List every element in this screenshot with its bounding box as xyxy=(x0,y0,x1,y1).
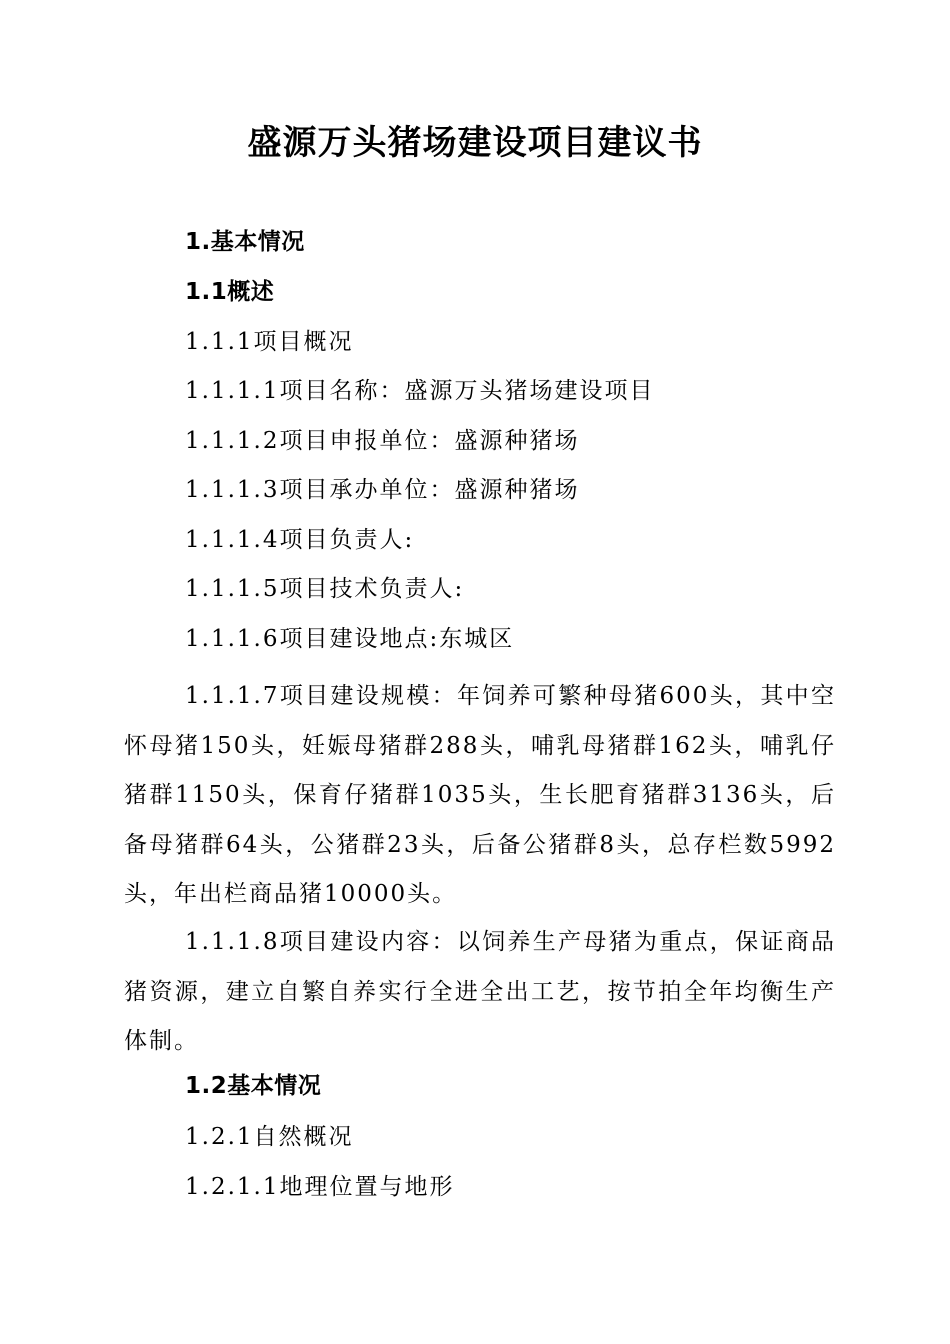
item-project-name: 1.1.1.1项目名称：盛源万头猪场建设项目 xyxy=(185,378,655,404)
heading-overview: 1.1概述 xyxy=(185,279,275,305)
heading-basic-situation: 1.2基本情况 xyxy=(185,1073,322,1099)
item-applicant: 1.1.1.2项目申报单位：盛源种猪场 xyxy=(185,428,580,454)
document-title: 盛源万头猪场建设项目建议书 xyxy=(247,123,703,163)
item-location: 1.1.1.6项目建设地点:东城区 xyxy=(185,626,515,652)
item-project-leader: 1.1.1.4项目负责人: xyxy=(185,527,415,553)
item-undertaker: 1.1.1.3项目承办单位：盛源种猪场 xyxy=(185,477,580,503)
heading-natural-overview: 1.2.1自然概况 xyxy=(185,1124,354,1150)
item-technical-leader: 1.1.1.5项目技术负责人: xyxy=(185,576,465,602)
paragraph-construction-scale: 1.1.1.7项目建设规模：年饲养可繁种母猪600头，其中空怀母猪150头，妊娠母猪群288头，哺乳母猪群162头，哺乳仔猪群1150头，保育仔猪群1035头，生长肥育猪群3136头，后备母猪群64头，公猪群23头，后备公猪群8头，总存栏数5992头，年出栏商品猪10000头。 xyxy=(124,683,836,907)
paragraph-construction-content: 1.1.1.8项目建设内容：以饲养生产母猪为重点，保证商品猪资源，建立自繁自养实行全进全出工艺，按节拍全年均衡生产体制。 xyxy=(124,929,836,1054)
heading-basic-info: 1.基本情况 xyxy=(185,229,305,255)
heading-geography: 1.2.1.1地理位置与地形 xyxy=(185,1174,455,1200)
heading-project-overview: 1.1.1项目概况 xyxy=(185,329,354,355)
